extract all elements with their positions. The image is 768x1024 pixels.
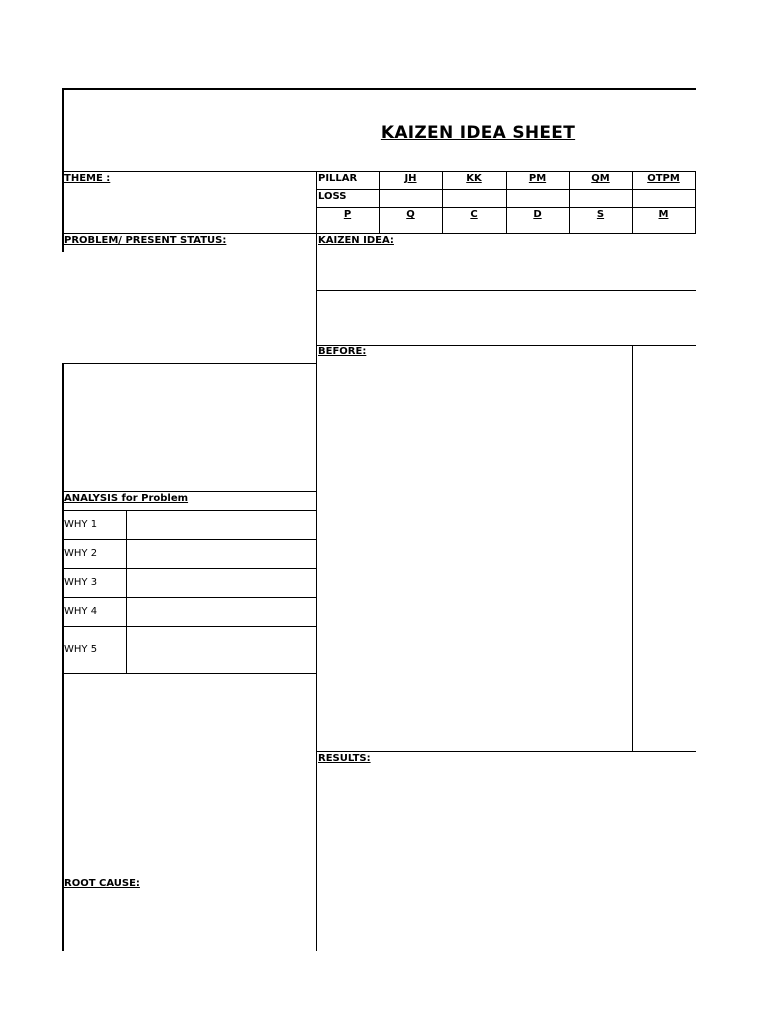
pqcdsm-c: C [470, 209, 478, 220]
analysis-top-line [62, 491, 316, 492]
pillar-kk: KK [466, 173, 482, 184]
pillar-otpm: OTPM [647, 173, 680, 184]
pqcdsm-p: P [343, 209, 352, 220]
left-border-upper [62, 88, 64, 252]
why3-top-line [62, 568, 316, 569]
pqcdsm-m: M [658, 209, 669, 220]
pqcdsm-s: S [596, 209, 605, 220]
before-label: BEFORE: [318, 346, 367, 357]
page-title: KAIZEN IDEA SHEET [380, 123, 576, 143]
pillar-label: PILLAR [318, 173, 358, 184]
pillar-qm: QM [591, 173, 610, 184]
why-col-divider [126, 510, 127, 673]
pillar-jh: JH [404, 173, 417, 184]
why1-top-line [62, 510, 316, 511]
loss-label: LOSS [318, 191, 347, 202]
why5-top-line [62, 626, 316, 627]
analysis-label: ANALYSIS for Problem [64, 493, 189, 504]
why5-bottom-line [62, 673, 316, 674]
pqcdsm-d: D [533, 209, 542, 220]
theme-bottom-line [62, 233, 696, 234]
why-5-label: WHY 5 [64, 644, 98, 655]
theme-label: THEME : [64, 173, 111, 184]
kaizen-idea-label: KAIZEN IDEA: [318, 235, 394, 246]
results-top-line [316, 751, 696, 752]
top-border [62, 88, 696, 90]
root-cause-label: ROOT CAUSE: [64, 878, 140, 889]
problem-bottom-line [62, 363, 316, 364]
results-label: RESULTS: [318, 753, 371, 764]
left-border-lower [62, 363, 64, 951]
pillar-pm: PM [528, 173, 547, 184]
center-divider [316, 171, 317, 951]
why2-top-line [62, 539, 316, 540]
why4-top-line [62, 597, 316, 598]
pqcdsm-q: Q [406, 209, 415, 220]
why-1-label: WHY 1 [64, 519, 98, 530]
before-after-divider [632, 345, 633, 751]
pillar-col-right [695, 171, 696, 233]
why-4-label: WHY 4 [64, 606, 98, 617]
problem-status-label: PROBLEM/ PRESENT STATUS: [64, 235, 227, 246]
why-2-label: WHY 2 [64, 548, 98, 559]
why-3-label: WHY 3 [64, 577, 98, 588]
kaizen-idea-line [316, 290, 696, 291]
before-top-line [316, 345, 696, 346]
